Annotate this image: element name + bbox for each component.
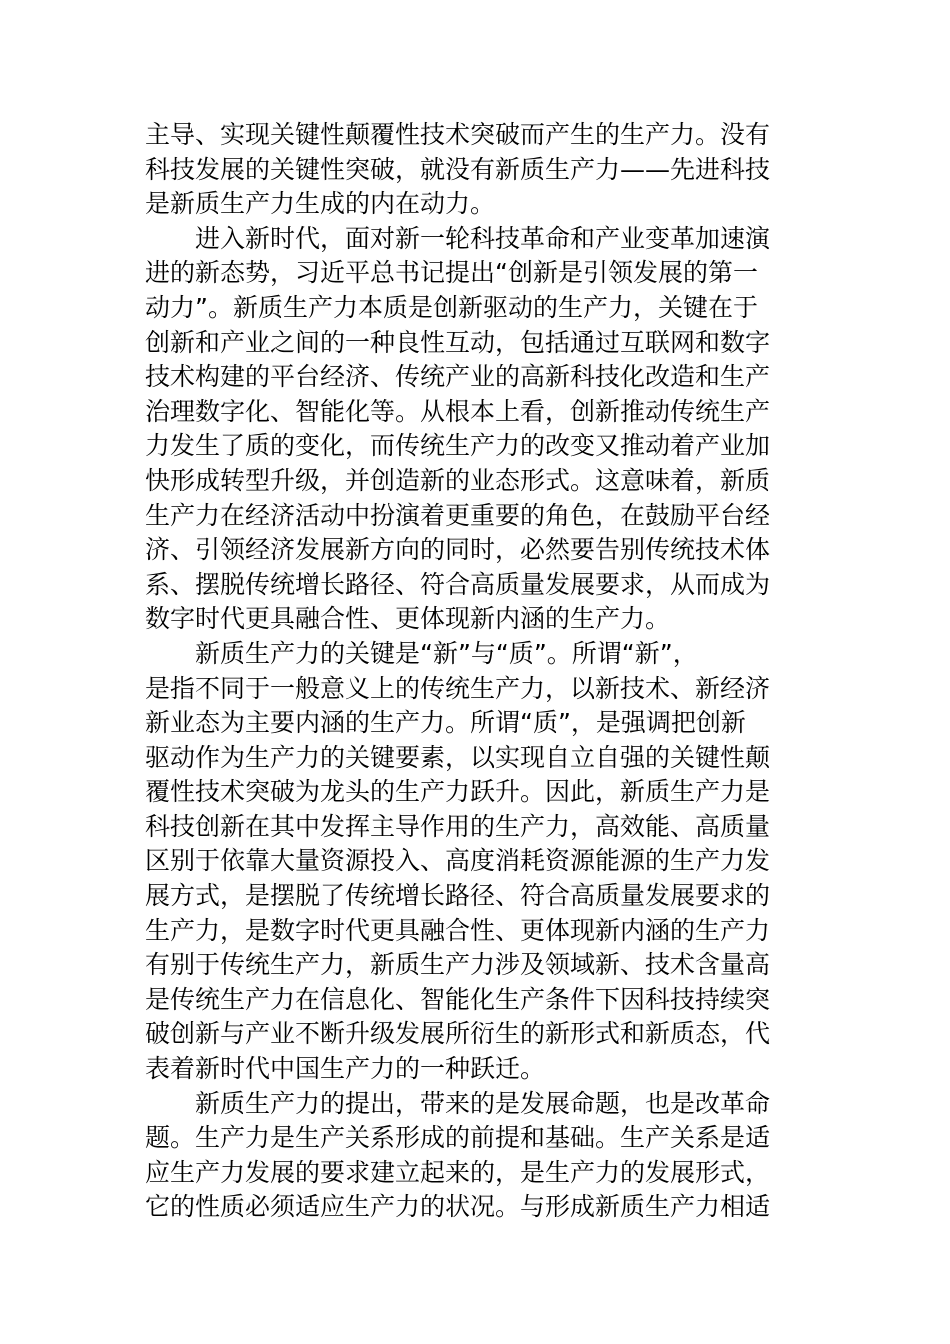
text-line: 动力”。新质生产力本质是创新驱动的生产力，关键在于	[145, 292, 758, 322]
text-line: 驱动作为生产力的关键要素，以实现自立自强的关键性颠	[145, 742, 771, 772]
text-line: 济、引领经济发展新方向的同时，必然要告别传统技术体	[145, 535, 771, 565]
paragraph-first-line: 新质生产力的提出，带来的是发展命题，也是改革命	[195, 1088, 771, 1118]
text-line: 覆性技术突破为龙头的生产力跃升。因此，新质生产力是	[145, 777, 771, 807]
text-line: 力发生了质的变化，而传统生产力的改变又推动着产业加	[145, 431, 771, 461]
text-line: 生产力，是数字时代更具融合性、更体现新内涵的生产力	[145, 915, 771, 945]
text-line: 快形成转型升级，并创造新的业态形式。这意味着，新质	[145, 465, 771, 495]
document-body	[145, 118, 810, 1225]
paragraph-first-line: 新质生产力的关键是“新”与“质”。所谓“新”，	[195, 638, 698, 668]
text-line: 展方式，是摆脱了传统增长路径、符合高质量发展要求的	[145, 881, 771, 911]
text-line: 治理数字化、智能化等。从根本上看，创新推动传统生产	[145, 396, 771, 426]
text-line: 主导、实现关键性颠覆性技术突破而产生的生产力。没有	[145, 120, 771, 149]
text-line: 是指不同于一般意义上的传统生产力，以新技术、新经济	[145, 673, 771, 703]
text-line: 数字时代更具融合性、更体现新内涵的生产力。	[145, 604, 671, 634]
text-line: 应生产力发展的要求建立起来的，是生产力的发展形式，	[145, 1157, 771, 1187]
text-line: 科技发展的关键性突破，就没有新质生产力——先进科技	[145, 154, 771, 184]
text-line: 是传统生产力在信息化、智能化生产条件下因科技持续突	[145, 984, 771, 1014]
text-line: 破创新与产业不断升级发展所衍生的新形式和新质态，代	[145, 1019, 771, 1049]
text-line: 科技创新在其中发挥主导作用的生产力，高效能、高质量	[145, 811, 771, 841]
text-line: 技术构建的平台经济、传统产业的高新科技化改造和生产	[145, 362, 771, 392]
paragraph-first-line: 进入新时代，面对新一轮科技革命和产业变革加速演	[195, 223, 771, 253]
text-line: 区别于依靠大量资源投入、高度消耗资源能源的生产力发	[145, 846, 771, 876]
text-line: 系、摆脱传统增长路径、符合高质量发展要求，从而成为	[145, 569, 771, 599]
text-line: 新业态为主要内涵的生产力。所谓“质”，是强调把创新	[145, 708, 746, 738]
text-line: 有别于传统生产力，新质生产力涉及领域新、技术含量高	[145, 950, 771, 980]
text-line: 创新和产业之间的一种良性互动，包括通过互联网和数字	[145, 327, 771, 357]
text-line: 表着新时代中国生产力的一种跃迁。	[145, 1054, 546, 1084]
text-line: 它的性质必须适应生产力的状况。与形成新质生产力相适	[145, 1192, 771, 1222]
text-line: 题。生产力是生产关系形成的前提和基础。生产关系是适	[145, 1123, 771, 1153]
text-line: 是新质生产力生成的内在动力。	[145, 189, 496, 219]
text-line: 生产力在经济活动中扮演着更重要的角色，在鼓励平台经	[145, 500, 771, 530]
text-line: 进的新态势，习近平总书记提出“创新是引领发展的第一	[145, 258, 758, 288]
